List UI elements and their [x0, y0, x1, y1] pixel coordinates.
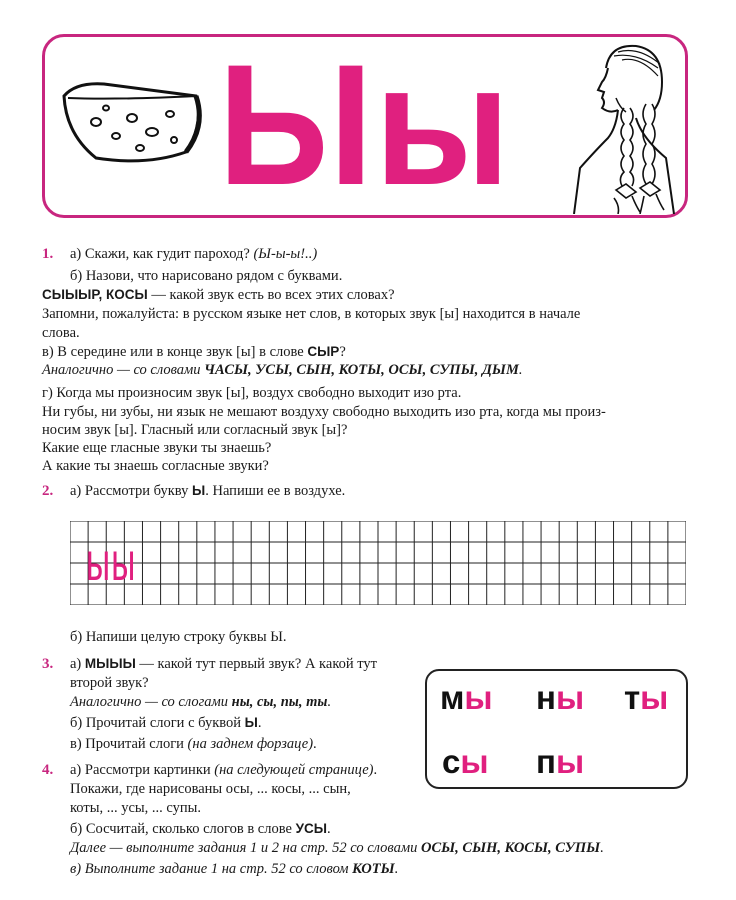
writing-grid	[70, 521, 686, 605]
task-4a-line3: коты, ... усы, ... супы.	[70, 800, 201, 816]
big-letter-yery: Ыы	[218, 29, 512, 221]
task-1c: в) В середине или в конце звук [ы] в слове СЫР?	[42, 344, 346, 360]
task-2-number: 2.	[42, 483, 54, 499]
task-1d-line1: г) Когда мы произносим звук [ы], воздух свободно выходит изо рта.	[42, 385, 462, 401]
task-1-remember-line2: слова.	[42, 325, 80, 341]
task-3a: а) МЫЫЫ — какой тут первый звук? А какой тут	[70, 656, 377, 672]
syllable: сы	[442, 743, 489, 780]
grid-sample-letters: ыы	[86, 532, 137, 592]
girl-with-braids-illustration	[566, 38, 678, 214]
task-1d-line5: А какие ты знаешь согласные звуки?	[42, 458, 269, 474]
task-4a: а) Рассмотри картинки (на следующей странице).	[70, 762, 378, 778]
task-4b-further: Далее — выполните задания 1 и 2 на стр. 52 со словами ОСЫ, СЫН, КОСЫ, СУПЫ.	[70, 840, 604, 856]
syllable: ты	[624, 679, 669, 716]
task-3b: б) Прочитай слоги с буквой Ы.	[70, 715, 262, 731]
cheese-illustration	[56, 74, 206, 164]
syllable: пы	[536, 743, 585, 780]
task-3c: в) Прочитай слоги (на заднем форзаце).	[70, 736, 317, 752]
syllable: ны	[536, 679, 585, 716]
task-3a-similar: Аналогично — со слогами ны, сы, пы, ты.	[70, 694, 332, 710]
task-4b: б) Сосчитай, сколько слогов в слове УСЫ.	[70, 821, 331, 837]
task-3-number: 3.	[42, 656, 54, 672]
task-4c: в) Выполните задание 1 на стр. 52 со словом КОТЫ.	[70, 861, 399, 877]
task-2a: а) Рассмотри букву Ы. Напиши ее в воздухе.	[70, 483, 346, 499]
task-4-number: 4.	[42, 762, 54, 778]
task-1b-words: СЫЫЫР, КОСЫ — какой звук есть во всех этих словах?	[42, 287, 395, 303]
task-1-remember-line1: Запомни, пожалуйста: в русском языке нет слов, в которых звук [ы] находится в начале	[42, 306, 581, 322]
task-3a-line2: второй звук?	[70, 675, 149, 691]
task-4a-line2: Покажи, где нарисованы осы, ... косы, ... сын,	[70, 781, 351, 797]
task-1d-line4: Какие еще гласные звуки ты знаешь?	[42, 440, 272, 456]
task-2b: б) Напиши целую строку буквы Ы.	[70, 629, 287, 645]
task-1d-line3: носим звук [ы]. Гласный или согласный звук [ы]?	[42, 422, 348, 438]
syllable: мы	[440, 679, 493, 716]
task-1-number: 1.	[42, 246, 54, 262]
task-1d-line2: Ни губы, ни зубы, ни язык не мешают воздуху свободно выходить изо рта, когда мы произ-	[42, 404, 606, 420]
task-1c-similar: Аналогично — со словами ЧАСЫ, УСЫ, СЫН, КОТЫ, ОСЫ, СУПЫ, ДЫМ.	[42, 362, 523, 378]
task-1a: а) Скажи, как гудит пароход? (Ы-ы-ы!..)	[70, 246, 318, 262]
task-1b: б) Назови, что нарисовано рядом с буквами.	[70, 268, 343, 284]
